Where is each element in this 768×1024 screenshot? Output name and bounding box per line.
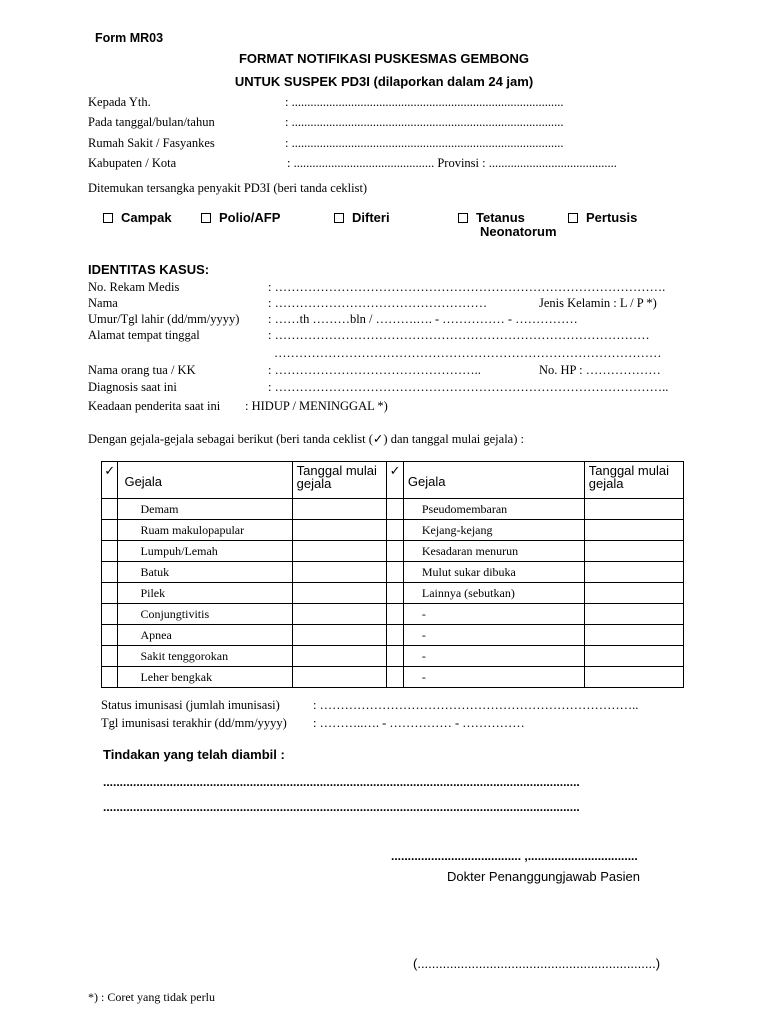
date-cell[interactable] [292,562,387,583]
check-cell[interactable] [102,583,118,604]
field-value[interactable]: : ............................................. Provinsi : ......................................... [287,156,617,170]
date-cell[interactable] [584,520,683,541]
check-cell[interactable] [387,625,403,646]
symptom-cell: Kejang-kejang [403,520,584,541]
checkbox-tetanus-line2: Neonatorum [480,224,557,239]
checkbox-icon[interactable] [458,213,468,223]
date-cell[interactable] [292,583,387,604]
checkbox-icon[interactable] [201,213,211,223]
checkbox-label: Campak [121,210,172,225]
table-row [102,604,684,625]
symptom-cell: Conjungtivitis [118,604,292,625]
date-cell[interactable] [584,562,683,583]
checkbox-polio[interactable] [201,210,280,225]
date-cell[interactable] [584,499,683,520]
col-gejala: Gejala [118,462,292,499]
symptom-cell: Sakit tenggorokan [118,646,292,667]
table-row [102,520,684,541]
check-cell[interactable] [102,562,118,583]
symptom-cell: Pseudomembaran [403,499,584,520]
symptom-cell[interactable]: - [403,625,584,646]
checkbox-icon[interactable] [568,213,578,223]
check-cell[interactable] [102,541,118,562]
check-cell[interactable] [102,520,118,541]
table-row [102,646,684,667]
title-line-2: UNTUK SUSPEK PD3I (dilaporkan dalam 24 jam) [234,74,534,89]
check-cell[interactable] [387,520,403,541]
table-row [102,667,684,688]
field-value[interactable]: : HIDUP / MENINGGAL *) [245,399,388,413]
field-label: Diagnosis saat ini [88,380,177,394]
field-label: Kepada Yth. [88,95,151,109]
check-cell[interactable] [102,667,118,688]
date-cell[interactable] [292,499,387,520]
action-line-2[interactable]: ............................................................................................................................................... [103,800,580,814]
field-value[interactable]: : ………………………………………….. [268,363,481,377]
table-row [102,625,684,646]
action-line-1[interactable]: ............................................................................................................................................... [103,775,580,789]
check-cell[interactable] [102,625,118,646]
table-row [102,499,684,520]
field-label: Umur/Tgl lahir (dd/mm/yyyy) [88,312,240,326]
field-value[interactable]: : …………………………………………………………………………………. [268,280,666,294]
gender-field[interactable]: Jenis Kelamin : L / P *) [539,296,657,310]
sign-place-date[interactable]: ....................................... ,................................. [391,849,638,863]
table-row [102,583,684,604]
symptom-cell[interactable]: - [403,646,584,667]
date-cell[interactable] [292,604,387,625]
date-cell[interactable] [292,520,387,541]
symptom-cell[interactable]: - [403,667,584,688]
date-cell[interactable] [292,646,387,667]
check-header-icon: ✓ [387,462,403,499]
table-header-row [102,462,684,499]
date-cell[interactable] [292,625,387,646]
symptom-cell: Apnea [118,625,292,646]
field-value[interactable]: : ………………………………………………………………….. [313,698,639,712]
check-cell[interactable] [102,604,118,625]
date-cell[interactable] [584,541,683,562]
checkbox-icon[interactable] [334,213,344,223]
date-cell[interactable] [292,541,387,562]
sign-name[interactable]: (..................................................................) [413,956,661,971]
field-label: Nama [88,296,118,310]
check-cell[interactable] [102,499,118,520]
date-cell[interactable] [584,625,683,646]
field-value[interactable]: : ....................................................................................... [285,136,564,150]
checkbox-label: Difteri [352,210,390,225]
field-label: No. Rekam Medis [88,280,180,294]
footnote: *) : Coret yang tidak perlu [88,990,215,1004]
col-gejala: Gejala [403,462,584,499]
field-label: Pada tanggal/bulan/tahun [88,115,215,129]
field-value[interactable]: : ………..…. - …………… - …………… [313,716,525,730]
symptoms-intro: Dengan gejala-gejala sebagai berikut (beri tanda ceklist (✓) dan tanggal mulai gejala) : [88,432,524,446]
symptom-cell: Pilek [118,583,292,604]
field-value[interactable]: : ....................................................................................... [285,115,564,129]
field-value[interactable]: : ....................................................................................... [285,95,564,109]
table-row [102,562,684,583]
field-value[interactable]: ………………………………………………………………………………… [274,346,662,360]
action-heading: Tindakan yang telah diambil : [103,747,285,762]
field-label: Keadaan penderita saat ini [88,399,221,413]
title-line-1: FORMAT NOTIFIKASI PUSKESMAS GEMBONG [238,51,530,66]
symptom-cell: Kesadaran menurun [403,541,584,562]
date-cell[interactable] [584,667,683,688]
checkbox-campak[interactable] [103,210,172,225]
field-value[interactable]: : …………………………………………… [268,296,488,310]
field-label: Nama orang tua / KK [88,363,196,377]
check-cell[interactable] [387,646,403,667]
sign-title: Dokter Penanggungjawab Pasien [447,869,640,884]
table-row [102,541,684,562]
field-label: Kabupaten / Kota [88,156,177,170]
check-cell[interactable] [387,667,403,688]
form-code: Form MR03 [95,31,164,45]
checkbox-label: Polio/AFP [219,210,281,225]
identity-heading: IDENTITAS KASUS: [88,262,210,277]
symptom-cell: Lainnya (sebutkan) [403,583,584,604]
date-cell[interactable] [584,583,683,604]
checkbox-label: Pertusis [586,210,638,225]
date-cell[interactable] [584,604,683,625]
check-cell[interactable] [387,499,403,520]
check-cell[interactable] [387,604,403,625]
field-label: Status imunisasi (jumlah imunisasi) [101,698,280,712]
field-value[interactable]: : ……th ………bln / ……….…. - …………… - …………… [268,312,578,326]
col-tanggal: Tanggal mulai gejala [584,462,683,499]
symptom-cell: Mulut sukar dibuka [403,562,584,583]
checkbox-difteri[interactable] [334,210,390,225]
hp-field[interactable]: No. HP : ……………… [539,363,661,377]
field-label: Rumah Sakit / Fasyankes [88,136,215,150]
date-cell[interactable] [292,667,387,688]
symptom-cell: Lumpuh/Lemah [118,541,292,562]
check-cell[interactable] [387,541,403,562]
field-label: Tgl imunisasi terakhir (dd/mm/yyyy) [101,716,287,730]
checkbox-tetanus[interactable] [458,210,525,225]
symptom-cell: Ruam makulopapular [118,520,292,541]
field-label: Alamat tempat tinggal [88,328,200,342]
checkbox-icon[interactable] [103,213,113,223]
check-header-icon: ✓ [102,462,118,499]
field-value[interactable]: : ………………………………………………………………………………….. [268,380,669,394]
checkbox-pertusis[interactable] [568,210,637,225]
field-value[interactable]: : ……………………………………………………………………………… [268,328,650,342]
col-tanggal: Tanggal mulai gejala [292,462,387,499]
symptoms-table [101,461,684,688]
check-cell[interactable] [102,646,118,667]
symptom-cell: Demam [118,499,292,520]
symptom-cell: Batuk [118,562,292,583]
symptom-cell: Leher bengkak [118,667,292,688]
found-text: Ditemukan tersangka penyakit PD3I (beri tanda ceklist) [88,181,368,195]
checkbox-label: Tetanus [476,210,525,225]
check-cell[interactable] [387,583,403,604]
check-cell[interactable] [387,562,403,583]
date-cell[interactable] [584,646,683,667]
symptom-cell[interactable]: - [403,604,584,625]
